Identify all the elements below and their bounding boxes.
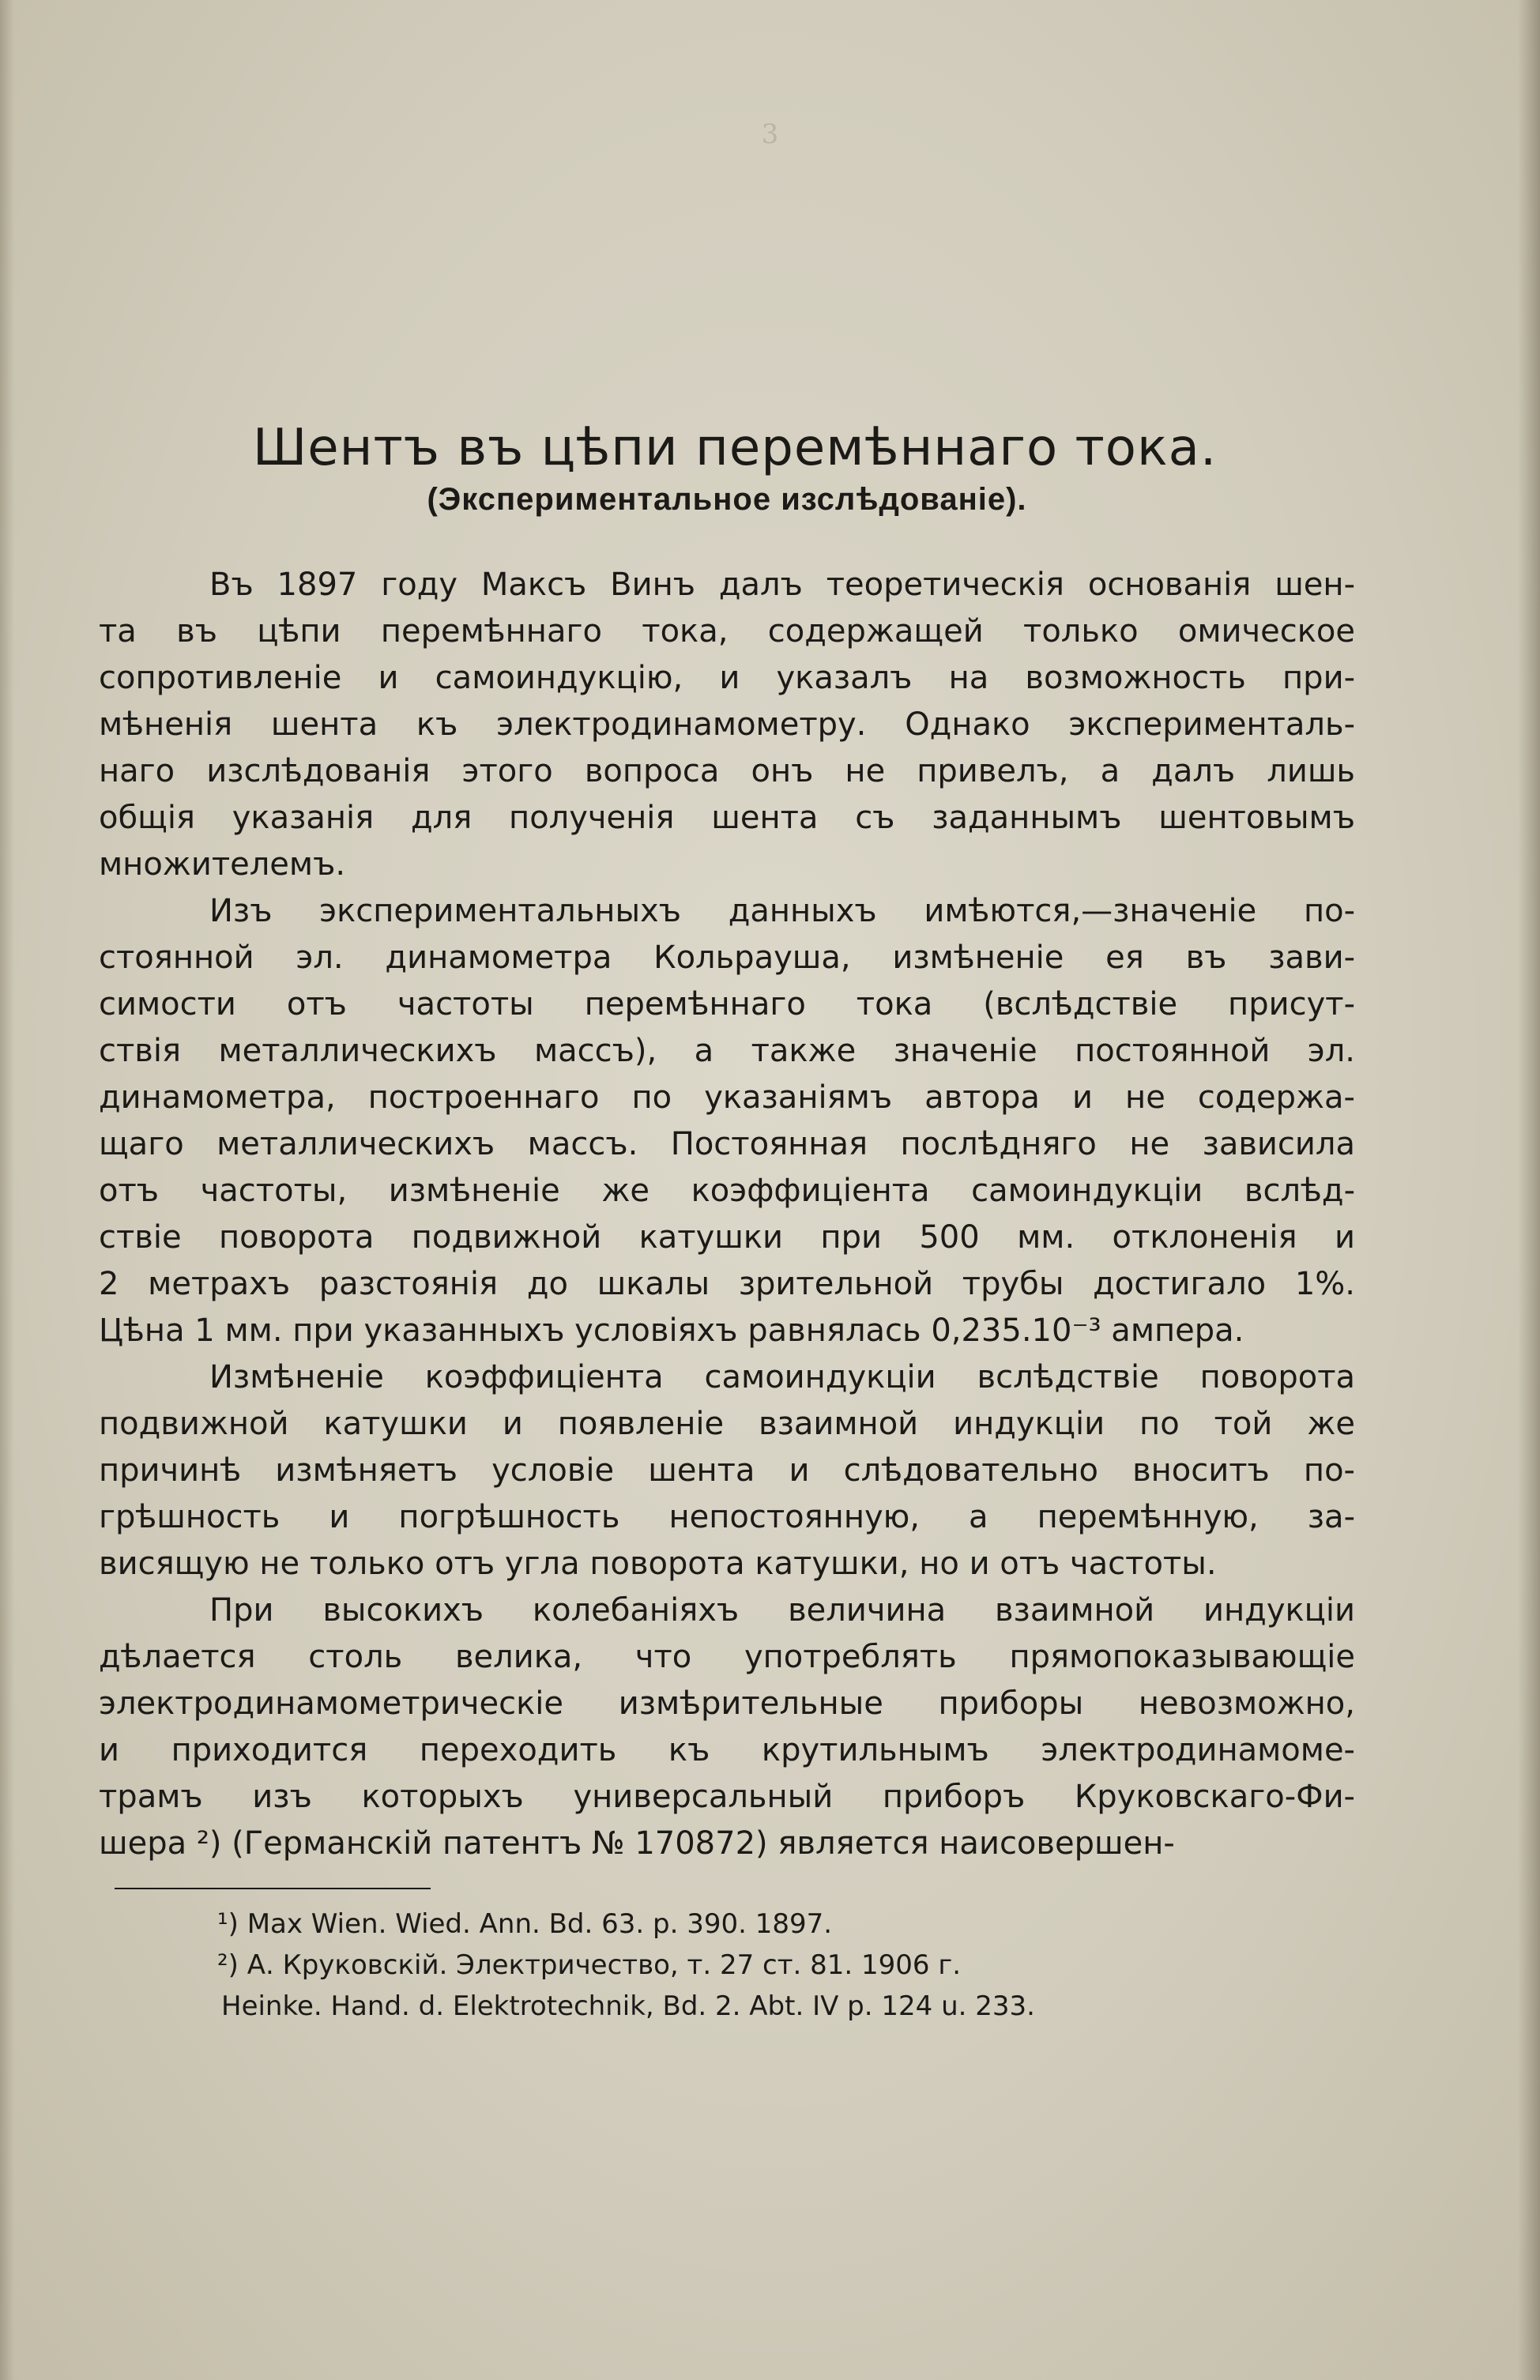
footnotes xyxy=(99,1888,1355,2027)
article xyxy=(99,419,1355,2027)
page-number: 3 xyxy=(761,119,779,150)
text-line: 2 метрахъ разстоянія до шкалы зрительной трубы достигало 1%. xyxy=(99,1266,1355,1302)
text-line: причинѣ измѣняетъ условіе шента и слѣдовательно вноситъ по- xyxy=(99,1452,1355,1489)
text-line: При высокихъ колебаніяхъ величина взаимной индукціи xyxy=(209,1592,1355,1629)
text-line: дѣлается столь велика, что употреблять прямопоказывающіе xyxy=(99,1639,1355,1675)
text-line: отъ частоты, измѣненіе же коэффиціента самоиндукціи вслѣд- xyxy=(99,1173,1355,1209)
article-subtitle: (Экспериментальное изслѣдованіе). xyxy=(427,482,1027,517)
text-line: Въ 1897 году Максъ Винъ далъ теоретическія основанія шен- xyxy=(209,567,1355,603)
text-line: грѣшность и погрѣшность непостоянную, а перемѣнную, за- xyxy=(99,1499,1355,1535)
text-line: шера ²) (Германскій патентъ № 170872) является наисовершен- xyxy=(99,1825,1175,1862)
page-edge-shadow-right xyxy=(1518,0,1540,2380)
footnote-2-continuation: Heinke. Hand. d. Elektrotechnik, Bd. 2. Abt. IV p. 124 u. 233. xyxy=(221,1990,1035,2022)
footnote-2: ²) А. Круковскій. Электричество, т. 27 ст. 81. 1906 г. xyxy=(217,1949,962,1981)
text-line: трамъ изъ которыхъ универсальный приборъ Круковскаго-Фи- xyxy=(99,1779,1355,1815)
paragraph xyxy=(99,1587,1355,1867)
text-line: щаго металлическихъ массъ. Постоянная послѣдняго не зависила xyxy=(99,1126,1355,1162)
text-line: сопротивленіе и самоиндукцію, и указалъ на возможность при- xyxy=(99,660,1355,696)
text-line: та въ цѣпи перемѣннаго тока, содержащей только омическое xyxy=(99,613,1355,650)
text-line: симости отъ частоты перемѣннаго тока (вслѣдствіе присут- xyxy=(99,986,1355,1022)
footnote-1: ¹) Max Wien. Wied. Ann. Bd. 63. p. 390. 1897. xyxy=(217,1908,833,1940)
article-title: Шентъ въ цѣпи перемѣннаго тока. xyxy=(252,419,1218,477)
text-line: висящую не только отъ угла поворота катушки, но и отъ частоты. xyxy=(99,1546,1217,1582)
text-line: подвижной катушки и появленіе взаимной индукціи по той же xyxy=(99,1406,1355,1442)
text-line: и приходится переходить къ крутильнымъ электродинамоме- xyxy=(99,1732,1355,1768)
text-line: динамометра, построеннаго по указаніямъ автора и не содержа- xyxy=(99,1079,1355,1116)
text-line: стоянной эл. динамометра Кольрауша, измѣненіе ея въ зави- xyxy=(99,940,1355,976)
paragraph xyxy=(99,1354,1355,1587)
text-line: ствіе поворота подвижной катушки при 500 мм. отклоненія и xyxy=(99,1219,1355,1256)
footnote-divider xyxy=(115,1888,431,1889)
text-line: ствія металлическихъ массъ), а также значеніе постоянной эл. xyxy=(99,1033,1355,1069)
text-line: множителемъ. xyxy=(99,846,346,883)
text-line: общія указанія для полученія шента съ заданнымъ шентовымъ xyxy=(99,800,1355,836)
text-line: Изъ экспериментальныхъ данныхъ имѣются,—значеніе по- xyxy=(209,893,1355,929)
text-line: Цѣна 1 мм. при указанныхъ условіяхъ равнялась 0,235.10⁻³ ампера. xyxy=(99,1312,1244,1349)
text-line: наго изслѣдованія этого вопроса онъ не привелъ, а далъ лишь xyxy=(99,753,1355,789)
page-edge-shadow-left xyxy=(0,0,14,2380)
text-line: Измѣненіе коэффиціента самоиндукціи вслѣдствіе поворота xyxy=(209,1359,1355,1395)
article-body xyxy=(99,562,1355,1867)
paragraph xyxy=(99,562,1355,888)
paragraph xyxy=(99,888,1355,1354)
text-line: мѣненія шента къ электродинамометру. Однако эксперименталь- xyxy=(99,706,1355,743)
text-line: электродинамометрическіе измѣрительные приборы невозможно, xyxy=(99,1685,1355,1722)
